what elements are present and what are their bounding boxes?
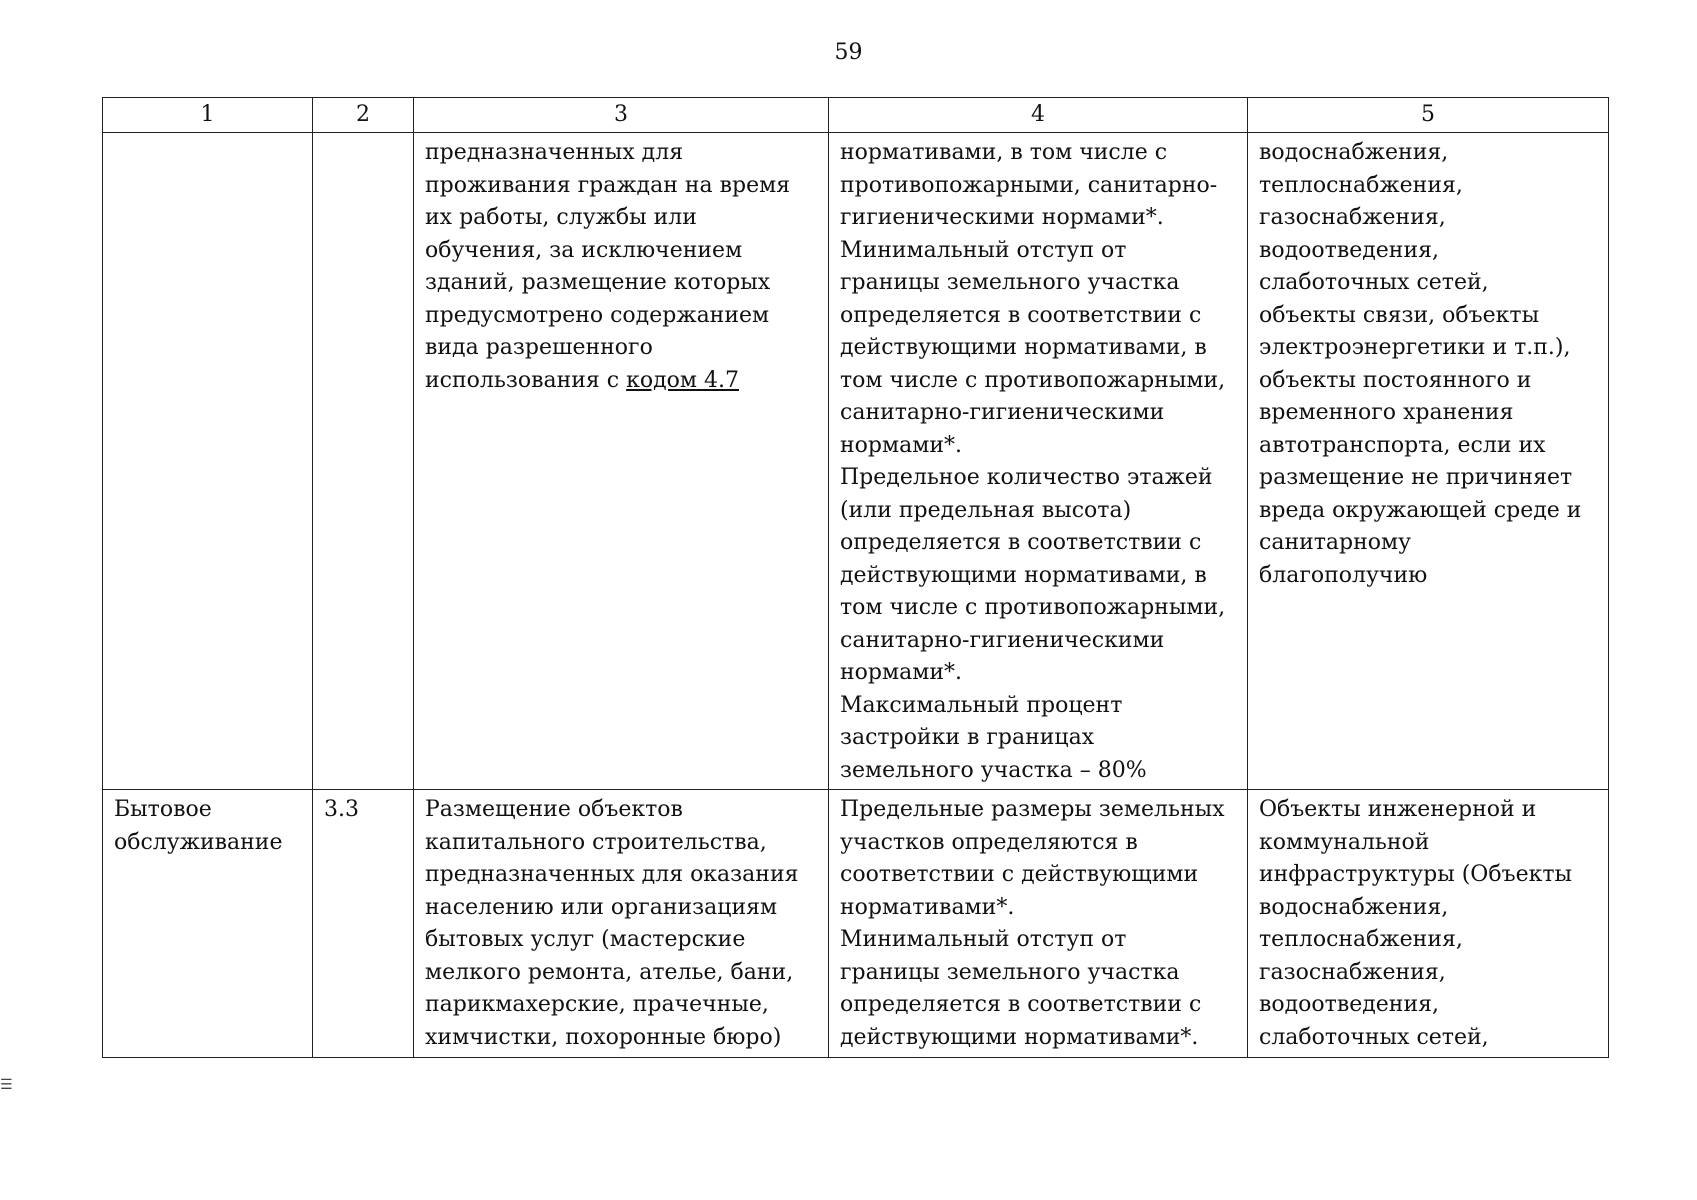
row1-description: предназначенных для проживания граждан на время их работы, службы или обучения, за исключением зданий, размещение которых предусмотрено содержанием вида разрешенного использования с <box>425 140 791 393</box>
table-header-row <box>103 98 1609 133</box>
code-4-7-link[interactable]: кодом 4.7 <box>626 367 739 393</box>
page-number: 59 <box>834 40 863 65</box>
column-header-1: 1 <box>103 98 313 133</box>
row1-parameters: нормативами, в том числе с противопожарными, санитарно- гигиеническими нормами*. Минимальный отступ от границы земельного участка определяется в соответствии с действующими нормативами, в том числе с противопожарными, санитарно-гигиеническими нормами*. Предельное количество этажей (или предельная высота) определяется в соответствии с действующими нормативами, в том числе с противопожарными, санитарно-гигиеническими нормами*. Максимальный процент застройки в границах земельного участка – 80% <box>840 140 1226 783</box>
row1-auxiliary-uses-cell <box>1248 133 1609 790</box>
row2-parameters-cell <box>829 790 1248 1058</box>
column-header-4: 4 <box>829 98 1248 133</box>
row1-auxiliary-uses: водоснабжения, теплоснабжения, газоснабжения, водоотведения, слаботочных сетей, объекты связи, объекты электроэнергетики и т.п.), объекты постоянного и временного хранения автотранспорта, если их размещение не причиняет вреда окружающей среде и санитарному благополучию <box>1259 140 1582 588</box>
row2-code-cell <box>313 790 414 1058</box>
row2-use-name: Бытовое обслуживание <box>114 797 283 855</box>
column-header-2: 2 <box>313 98 414 133</box>
row1-code-cell <box>313 133 414 790</box>
row1-use-name-cell <box>103 133 313 790</box>
row2-auxiliary-uses-cell <box>1248 790 1609 1058</box>
row2-use-name-cell <box>103 790 313 1058</box>
row2-description-cell <box>414 790 829 1058</box>
table-row <box>103 133 1609 790</box>
table-row <box>103 790 1609 1058</box>
scan-margin-mark: ☰ <box>0 1077 13 1093</box>
column-header-3: 3 <box>414 98 829 133</box>
row1-parameters-cell <box>829 133 1248 790</box>
row2-description: Размещение объектов капитального строительства, предназначенных для оказания населению или организациям бытовых услуг (мастерские мелкого ремонта, ателье, бани, парикмахерские, прачечные, химчистки, похоронные бюро) <box>425 797 799 1050</box>
row1-description-cell <box>414 133 829 790</box>
land-use-regulations-table <box>102 97 1609 1058</box>
row2-auxiliary-uses: Объекты инженерной и коммунальной инфраструктуры (Объекты водоснабжения, теплоснабжения, газоснабжения, водоотведения, слаботочных сетей, <box>1259 797 1573 1050</box>
row2-parameters: Предельные размеры земельных участков определяются в соответствии с действующими нормативами*. Минимальный отступ от границы земельного участка определяется в соответствии с действующими нормативами*. <box>840 797 1225 1050</box>
column-header-5: 5 <box>1248 98 1609 133</box>
row2-code: 3.3 <box>324 797 359 822</box>
